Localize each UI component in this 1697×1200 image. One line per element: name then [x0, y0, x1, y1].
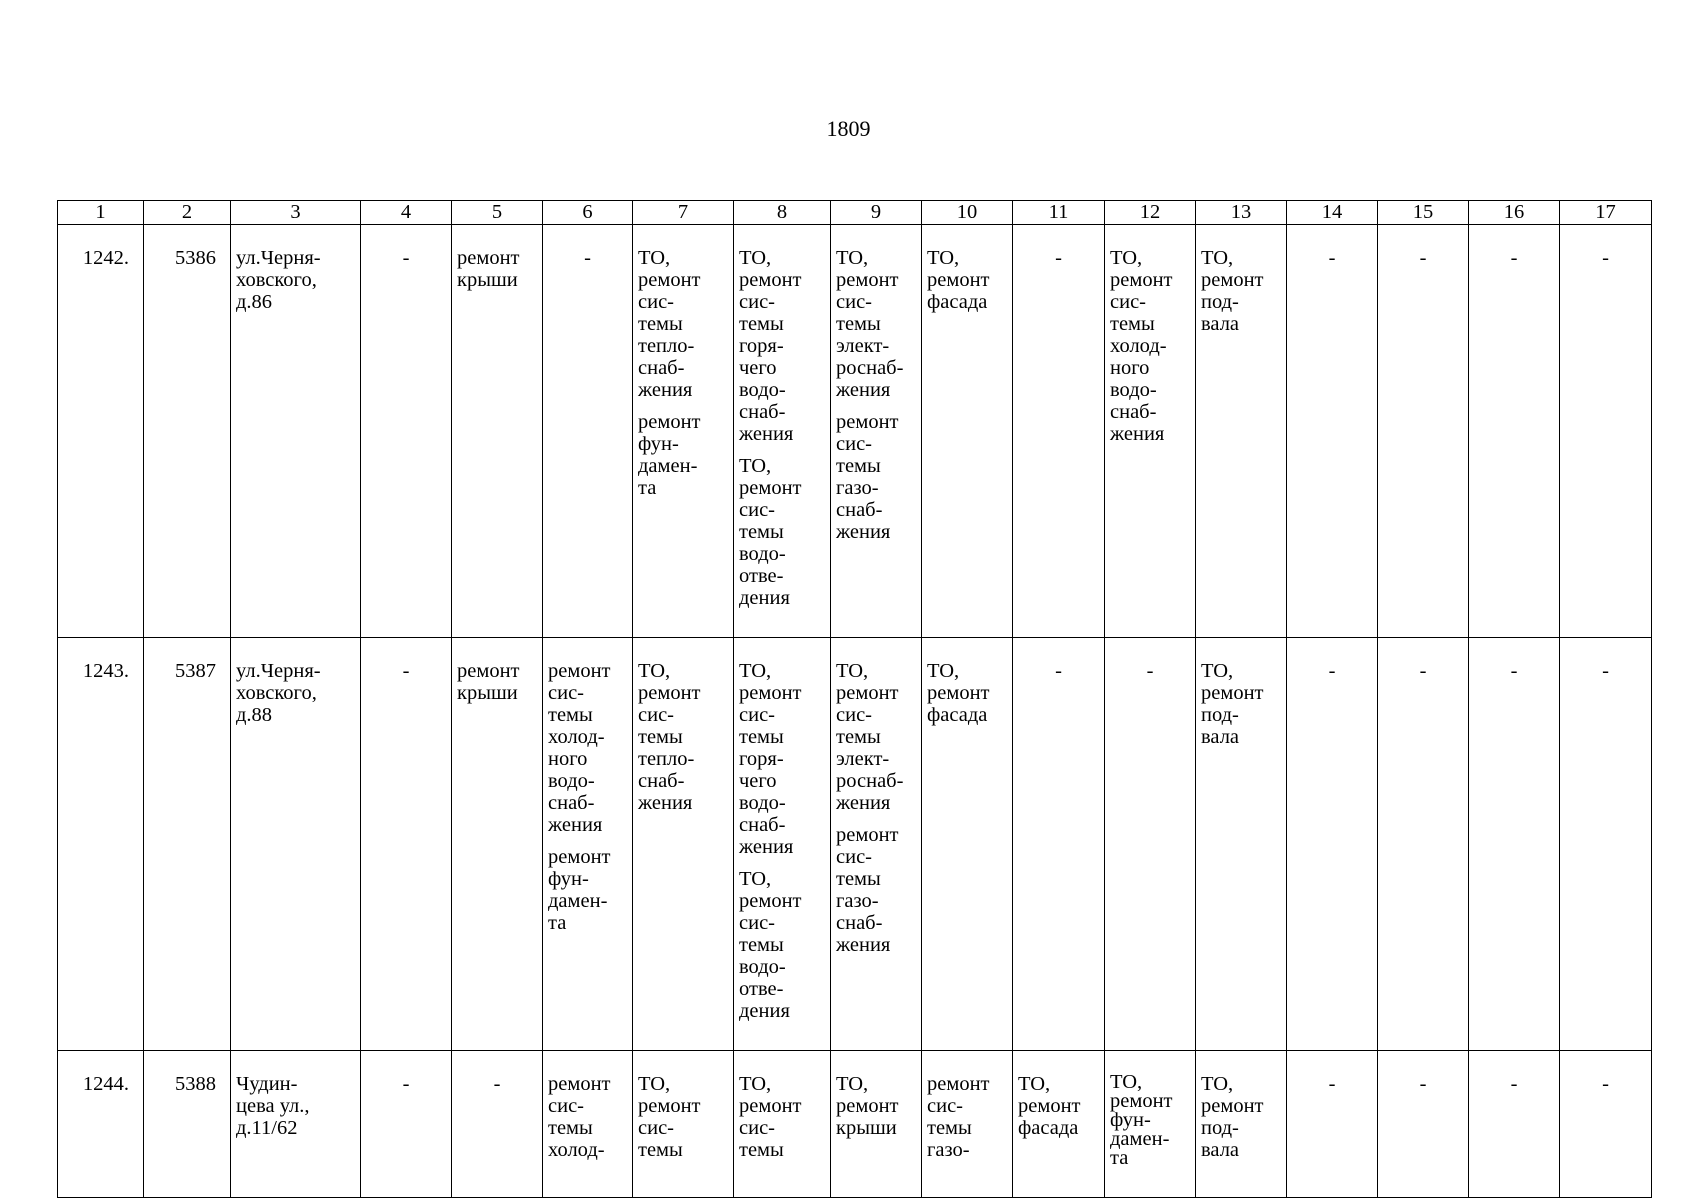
cell-line: ремонт	[1201, 269, 1264, 291]
cell-line: фасада	[1018, 1117, 1079, 1139]
column-number: 13	[1196, 201, 1287, 225]
cell-c7	[633, 225, 734, 638]
cell-line: ремонт	[836, 1095, 899, 1117]
column-number: 16	[1469, 201, 1560, 225]
cell-line: ТО,	[739, 868, 772, 890]
cell-c8	[734, 1051, 831, 1198]
cell-line: темы	[739, 521, 784, 543]
cell-line: д.86	[236, 291, 273, 313]
cell-line: ТО,	[927, 660, 960, 682]
cell-line: дамен-	[1110, 1128, 1170, 1150]
cell-c4: -	[361, 638, 452, 1051]
cell-line: водо-	[739, 792, 786, 814]
cell-c13	[1196, 1051, 1287, 1198]
row-number: 1244.	[58, 1051, 144, 1198]
cell-c17: -	[1560, 638, 1652, 1051]
work-item	[638, 247, 729, 401]
work-item	[836, 824, 917, 956]
cell-line: снаб-	[548, 792, 595, 814]
cell-line: ТО,	[638, 1073, 671, 1095]
cell-line: ремонт	[739, 269, 802, 291]
cell-line: жения	[739, 423, 794, 445]
cell-line: роснаб-	[836, 357, 904, 379]
cell-line: холод-	[1110, 335, 1167, 357]
cell-c9	[831, 225, 922, 638]
cell-line: сис-	[836, 846, 872, 868]
cell-line: тепло-	[638, 335, 695, 357]
cell-c6	[543, 638, 633, 1051]
cell-line: сис-	[548, 682, 584, 704]
cell-line: темы	[836, 726, 881, 748]
cell-line: ремонт	[739, 890, 802, 912]
cell-line: вала	[1201, 1139, 1240, 1161]
cell-line: темы	[548, 704, 593, 726]
cell-line: ремонт	[836, 269, 899, 291]
cell-c5	[452, 638, 543, 1051]
cell-c15: -	[1378, 225, 1469, 638]
cell-line: ремонт	[638, 682, 701, 704]
cell-line: крыши	[457, 682, 518, 704]
cell-line: ремонт	[739, 1095, 802, 1117]
column-number: 11	[1013, 201, 1105, 225]
cell-line: ТО,	[1201, 660, 1234, 682]
column-number: 14	[1287, 201, 1378, 225]
cell-line: ТО,	[1201, 247, 1234, 269]
cell-line: дения	[739, 587, 790, 609]
cell-c13	[1196, 225, 1287, 638]
cell-line: тепло-	[638, 748, 695, 770]
cell-line: снаб-	[638, 357, 685, 379]
cell-line: ТО,	[638, 660, 671, 682]
cell-line: сис-	[739, 291, 775, 313]
cell-c4: -	[361, 1051, 452, 1198]
cell-line: фун-	[638, 433, 679, 455]
page-number: 1809	[826, 116, 871, 141]
cell-line: холод-	[548, 726, 605, 748]
cell-line: фасада	[927, 704, 988, 726]
cell-line: темы	[739, 726, 784, 748]
cell-line: снаб-	[1110, 401, 1157, 423]
cell-c16: -	[1469, 1051, 1560, 1198]
cell-line: ремонт	[927, 1073, 990, 1095]
cell-c7	[633, 1051, 734, 1198]
cell-c5	[452, 225, 543, 638]
cell-line: ул.Черня-	[236, 247, 321, 269]
cell-line: д.11/62	[236, 1117, 298, 1139]
cell-line: та	[548, 912, 567, 934]
work-item	[836, 660, 917, 814]
cell-line: газо-	[836, 477, 879, 499]
cell-line: под-	[1201, 704, 1239, 726]
cell-line: ТО,	[638, 247, 671, 269]
cell-line: сис-	[836, 433, 872, 455]
cell-line: ремонт	[1201, 682, 1264, 704]
cell-line: сис-	[638, 704, 674, 726]
cell-line: жения	[836, 934, 891, 956]
cell-line: фун-	[548, 868, 589, 890]
cell-line: ховского,	[236, 682, 317, 704]
column-number: 8	[734, 201, 831, 225]
cell-c17: -	[1560, 1051, 1652, 1198]
cell-line: ремонт	[548, 660, 611, 682]
column-number: 6	[543, 201, 633, 225]
cell-line: снаб-	[739, 814, 786, 836]
work-item	[739, 247, 826, 445]
cell-line: сис-	[739, 704, 775, 726]
cell-line: ремонт	[739, 682, 802, 704]
cell-c4: -	[361, 225, 452, 638]
cell-line: жения	[836, 792, 891, 814]
cell-line: сис-	[638, 291, 674, 313]
cell-c11: -	[1013, 638, 1105, 1051]
work-item	[548, 846, 628, 934]
cell-line: ремонт	[739, 477, 802, 499]
cell-line: ТО,	[739, 247, 772, 269]
cell-line: сис-	[836, 291, 872, 313]
cell-c16: -	[1469, 225, 1560, 638]
work-item	[548, 660, 628, 836]
cell-line: ремонт	[457, 247, 520, 269]
cell-c6	[543, 1051, 633, 1198]
cell-line: сис-	[638, 1117, 674, 1139]
cell-line: ремонт	[1110, 1090, 1173, 1112]
object-id: 5388	[144, 1051, 231, 1198]
column-number: 1	[58, 201, 144, 225]
cell-line: ул.Черня-	[236, 660, 321, 682]
cell-c14: -	[1287, 1051, 1378, 1198]
address-cell	[231, 1051, 361, 1198]
cell-line: темы	[638, 726, 683, 748]
cell-line: снаб-	[739, 401, 786, 423]
cell-line: ТО,	[739, 1073, 772, 1095]
cell-line: темы	[739, 934, 784, 956]
table-row	[58, 638, 1652, 1051]
cell-line: ремонт	[638, 1095, 701, 1117]
cell-c14: -	[1287, 225, 1378, 638]
column-number: 5	[452, 201, 543, 225]
cell-line: газо-	[927, 1139, 970, 1161]
cell-line: вала	[1201, 313, 1240, 335]
cell-line: элект-	[836, 748, 890, 770]
cell-line: горя-	[739, 748, 784, 770]
cell-line: ремонт	[927, 682, 990, 704]
work-item	[739, 868, 826, 1022]
cell-line: жения	[638, 379, 693, 401]
cell-c12	[1105, 225, 1196, 638]
cell-c11	[1013, 1051, 1105, 1198]
cell-line: крыши	[457, 269, 518, 291]
column-number: 9	[831, 201, 922, 225]
cell-line: снаб-	[638, 770, 685, 792]
cell-line: сис-	[836, 704, 872, 726]
cell-line: темы	[836, 868, 881, 890]
work-item	[836, 247, 917, 401]
cell-line: ремонт	[548, 1073, 611, 1095]
cell-line: под-	[1201, 1117, 1239, 1139]
cell-line: холод-	[548, 1139, 605, 1161]
cell-line: элект-	[836, 335, 890, 357]
cell-line: жения	[1110, 423, 1165, 445]
cell-line: газо-	[836, 890, 879, 912]
cell-line: темы	[739, 313, 784, 335]
cell-line: ТО,	[1110, 247, 1143, 269]
work-item	[739, 660, 826, 858]
column-number: 17	[1560, 201, 1652, 225]
cell-c12: -	[1105, 638, 1196, 1051]
cell-line: ховского,	[236, 269, 317, 291]
address-cell	[231, 225, 361, 638]
cell-line: Чудин-	[236, 1073, 298, 1095]
cell-line: ремонт	[836, 682, 899, 704]
cell-line: темы	[836, 313, 881, 335]
cell-line: ТО,	[836, 660, 869, 682]
cell-line: сис-	[548, 1095, 584, 1117]
cell-line: отве-	[739, 565, 784, 587]
cell-line: жения	[739, 836, 794, 858]
cell-line: темы	[638, 313, 683, 335]
column-number: 2	[144, 201, 231, 225]
address-cell	[231, 638, 361, 1051]
cell-c13	[1196, 638, 1287, 1051]
cell-c8	[734, 638, 831, 1051]
table-row	[58, 225, 1652, 638]
cell-line: водо-	[548, 770, 595, 792]
column-number: 3	[231, 201, 361, 225]
cell-line: ТО,	[739, 660, 772, 682]
work-item	[739, 455, 826, 609]
cell-line: та	[1110, 1147, 1129, 1169]
cell-line: фун-	[1110, 1109, 1151, 1131]
cell-line: жения	[836, 521, 891, 543]
cell-line: ремонт	[638, 411, 701, 433]
cell-line: темы	[836, 455, 881, 477]
cell-line: цева ул.,	[236, 1095, 310, 1117]
cell-line: снаб-	[836, 912, 883, 934]
cell-line: ТО,	[836, 247, 869, 269]
cell-c17: -	[1560, 225, 1652, 638]
cell-line: сис-	[739, 1117, 775, 1139]
cell-c14: -	[1287, 638, 1378, 1051]
cell-line: ТО,	[1110, 1071, 1143, 1093]
cell-line: сис-	[927, 1095, 963, 1117]
cell-line: темы	[927, 1117, 972, 1139]
cell-line: ного	[548, 748, 588, 770]
cell-c9	[831, 1051, 922, 1198]
cell-c15: -	[1378, 1051, 1469, 1198]
cell-line: дамен-	[638, 455, 698, 477]
cell-line: ремонт	[836, 411, 899, 433]
object-id: 5387	[144, 638, 231, 1051]
cell-line: жения	[836, 379, 891, 401]
cell-line: ТО,	[836, 1073, 869, 1095]
cell-line: ТО,	[927, 247, 960, 269]
cell-c12	[1105, 1051, 1196, 1198]
cell-line: крыши	[836, 1117, 897, 1139]
table-row	[58, 1051, 1652, 1198]
cell-c10	[922, 225, 1013, 638]
cell-c11: -	[1013, 225, 1105, 638]
cell-line: ремонт	[1201, 1095, 1264, 1117]
cell-line: вала	[1201, 726, 1240, 748]
cell-line: ремонт	[548, 846, 611, 868]
column-number: 15	[1378, 201, 1469, 225]
cell-line: горя-	[739, 335, 784, 357]
cell-line: дения	[739, 1000, 790, 1022]
cell-line: водо-	[739, 379, 786, 401]
cell-line: фасада	[927, 291, 988, 313]
row-number: 1242.	[58, 225, 144, 638]
cell-line: ремонт	[457, 660, 520, 682]
cell-line: ремонт	[1018, 1095, 1081, 1117]
cell-line: жения	[638, 792, 693, 814]
cell-c8	[734, 225, 831, 638]
cell-line: ного	[1110, 357, 1150, 379]
cell-c10	[922, 638, 1013, 1051]
cell-line: водо-	[1110, 379, 1157, 401]
row-number: 1243.	[58, 638, 144, 1051]
object-id: 5386	[144, 225, 231, 638]
cell-line: темы	[548, 1117, 593, 1139]
cell-line: ремонт	[927, 269, 990, 291]
cell-line: ремонт	[1110, 269, 1173, 291]
cell-line: отве-	[739, 978, 784, 1000]
work-item	[836, 411, 917, 543]
cell-line: ремонт	[836, 824, 899, 846]
cell-line: чего	[739, 770, 777, 792]
cell-line: та	[638, 477, 657, 499]
cell-c7	[633, 638, 734, 1051]
cell-c16: -	[1469, 638, 1560, 1051]
cell-line: ТО,	[1201, 1073, 1234, 1095]
cell-line: водо-	[739, 956, 786, 978]
column-number: 7	[633, 201, 734, 225]
cell-line: темы	[638, 1139, 683, 1161]
cell-line: сис-	[1110, 291, 1146, 313]
cell-line: д.88	[236, 704, 273, 726]
cell-c10	[922, 1051, 1013, 1198]
cell-line: водо-	[739, 543, 786, 565]
cell-line: сис-	[739, 499, 775, 521]
cell-line: темы	[739, 1139, 784, 1161]
cell-line: темы	[1110, 313, 1155, 335]
cell-line: роснаб-	[836, 770, 904, 792]
cell-line: жения	[548, 814, 603, 836]
cell-c9	[831, 638, 922, 1051]
works-table	[57, 200, 1652, 1198]
column-number-row	[58, 201, 1652, 225]
cell-line: ТО,	[739, 455, 772, 477]
cell-line: сис-	[739, 912, 775, 934]
cell-line: ремонт	[638, 269, 701, 291]
cell-line: дамен-	[548, 890, 608, 912]
column-number: 4	[361, 201, 452, 225]
cell-c5: -	[452, 1051, 543, 1198]
cell-line: под-	[1201, 291, 1239, 313]
work-item	[638, 411, 729, 499]
cell-line: ТО,	[1018, 1073, 1051, 1095]
cell-c15: -	[1378, 638, 1469, 1051]
column-number: 10	[922, 201, 1013, 225]
cell-line: чего	[739, 357, 777, 379]
cell-c6: -	[543, 225, 633, 638]
cell-line: снаб-	[836, 499, 883, 521]
column-number: 12	[1105, 201, 1196, 225]
